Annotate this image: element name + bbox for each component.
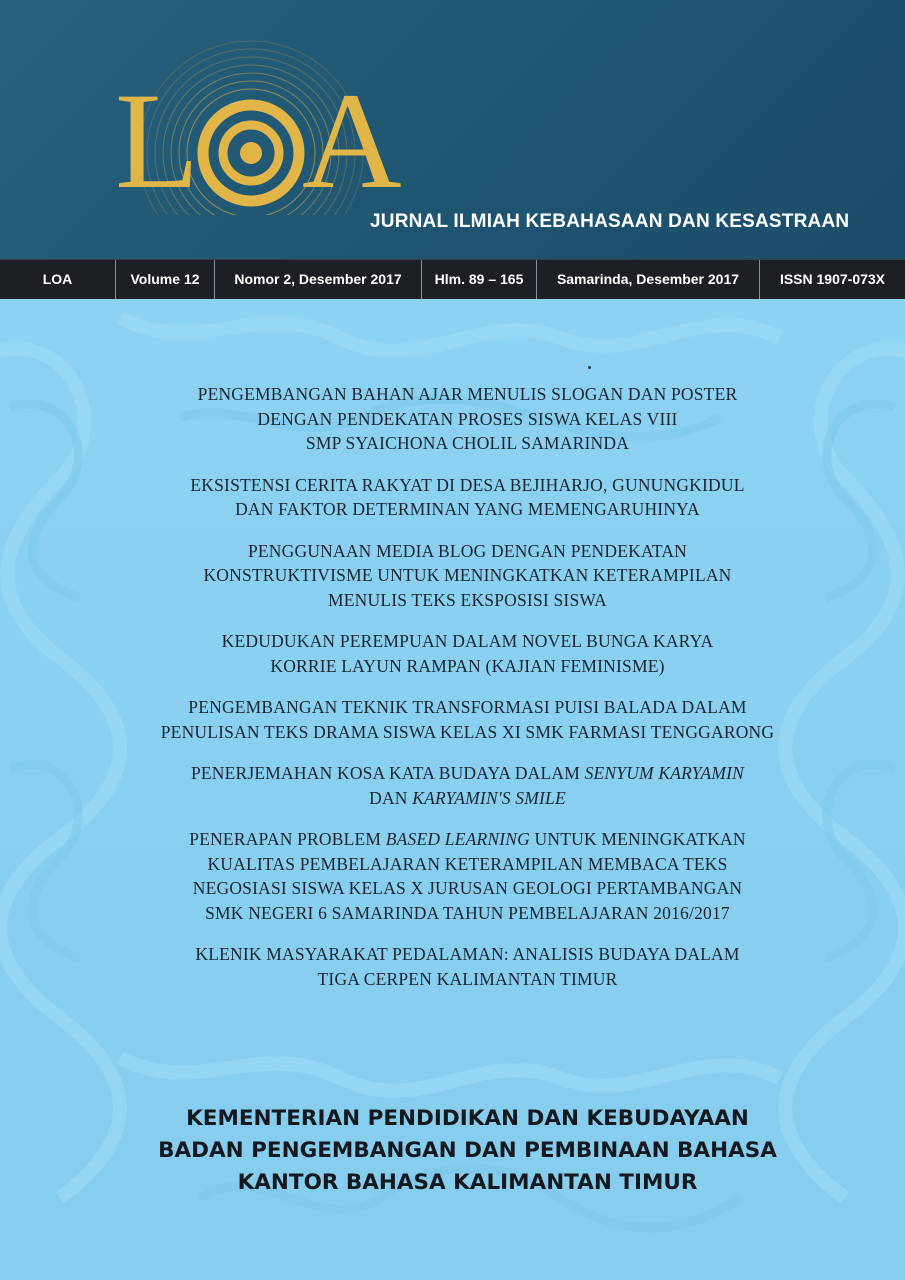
article-line: KEDUDUKAN PEREMPUAN DALAM NOVEL BUNGA KARYA [221, 631, 714, 651]
article-line [60, 786, 875, 811]
table-of-contents [60, 382, 875, 1008]
article-line: DAN FAKTOR DETERMINAN YANG MEMENGARUHINYA [235, 499, 700, 519]
article-title [60, 629, 875, 678]
info-pages: Hlm. 89 – 165 [422, 260, 537, 299]
article-line: PENGEMBANGAN BAHAN AJAR MENULIS SLOGAN DAN POSTER [197, 384, 738, 404]
title-text: UNTUK MENINGKATKAN [529, 829, 746, 849]
article-line: KONSTRUKTIVISME UNTUK MENINGKATKAN KETERAMPILAN [203, 565, 732, 585]
article-line: KUALITAS PEMBELAJARAN KETERAMPILAN MEMBACA TEKS [207, 853, 728, 874]
info-place-date: Samarinda, Desember 2017 [537, 260, 760, 299]
article-title [60, 761, 875, 810]
article-line: TIGA CERPEN KALIMANTAN TIMUR [317, 968, 618, 989]
info-journal: LOA [0, 260, 116, 299]
title-text: PENERJEMAHAN KOSA KATA BUDAYA DALAM [190, 763, 585, 783]
article-line: KORRIE LAYUN RAMPAN (KAJIAN FEMINISME) [270, 655, 665, 676]
title-text: DAN [369, 787, 413, 808]
title-italic-text: KARYAMIN'S SMILE [412, 787, 566, 808]
journal-subtitle: JURNAL ILMIAH KEBAHASAAN DAN KESASTRAAN [370, 211, 850, 232]
info-issue: Nomor 2, Desember 2017 [215, 260, 422, 299]
loa-logo [105, 40, 415, 215]
article-line: MENULIS TEKS EKSPOSISI SISWA [328, 589, 607, 610]
article-line: PENGGUNAAN MEDIA BLOG DENGAN PENDEKATAN [247, 540, 688, 561]
article-title [60, 827, 875, 925]
issue-info-bar [0, 259, 905, 299]
article-title [60, 473, 875, 522]
title-italic-text: BASED LEARNING [385, 829, 530, 849]
publisher-office: KANTOR BAHASA KALIMANTAN TIMUR [237, 1170, 698, 1195]
publisher-ministry: KEMENTERIAN PENDIDIKAN DAN KEBUDAYAAN [186, 1106, 749, 1131]
article-line: EKSISTENSI CERITA RAKYAT DI DESA BEJIHARJO, GUNUNGKIDUL [190, 474, 745, 495]
publisher-agency: BADAN PENGEMBANGAN DAN PEMBINAAN BAHASA [158, 1138, 777, 1163]
info-issn: ISSN 1907-073X [779, 271, 886, 287]
article-line: SMP SYAICHONA CHOLIL SAMARINDA [305, 433, 630, 453]
logo-letter-a: A [302, 64, 402, 215]
article-line: DENGAN PENDEKATAN PROSES SISWA KELAS VIII [257, 408, 678, 429]
cover-header [0, 0, 905, 262]
article-title [60, 382, 875, 456]
article-title [60, 539, 875, 613]
article-line: PENULISAN TEKS DRAMA SISWA KELAS XI SMK FARMASI TENGGARONG [160, 721, 775, 742]
article-line: SMK NEGERI 6 SAMARINDA TAHUN PEMBELAJARAN 2016/2017 [205, 902, 730, 923]
info-volume: Volume 12 [116, 260, 215, 299]
logo-letter-l: L [115, 64, 200, 215]
speck [588, 366, 591, 369]
article-title [60, 942, 875, 991]
title-italic-text: SENYUM KARYAMIN [584, 763, 745, 783]
article-line [60, 761, 875, 786]
article-title [60, 695, 875, 744]
article-line: NEGOSIASI SISWA KELAS X JURUSAN GEOLOGI PERTAMBANGAN [192, 878, 743, 898]
title-text: PENERAPAN PROBLEM [189, 829, 386, 849]
publisher-block [60, 1103, 875, 1199]
article-line: PENGEMBANGAN TEKNIK TRANSFORMASI PUISI BALADA DALAM [188, 697, 747, 717]
article-line: KLENIK MASYARAKAT PEDALAMAN: ANALISIS BUDAYA DALAM [195, 944, 740, 964]
article-line [60, 827, 875, 852]
